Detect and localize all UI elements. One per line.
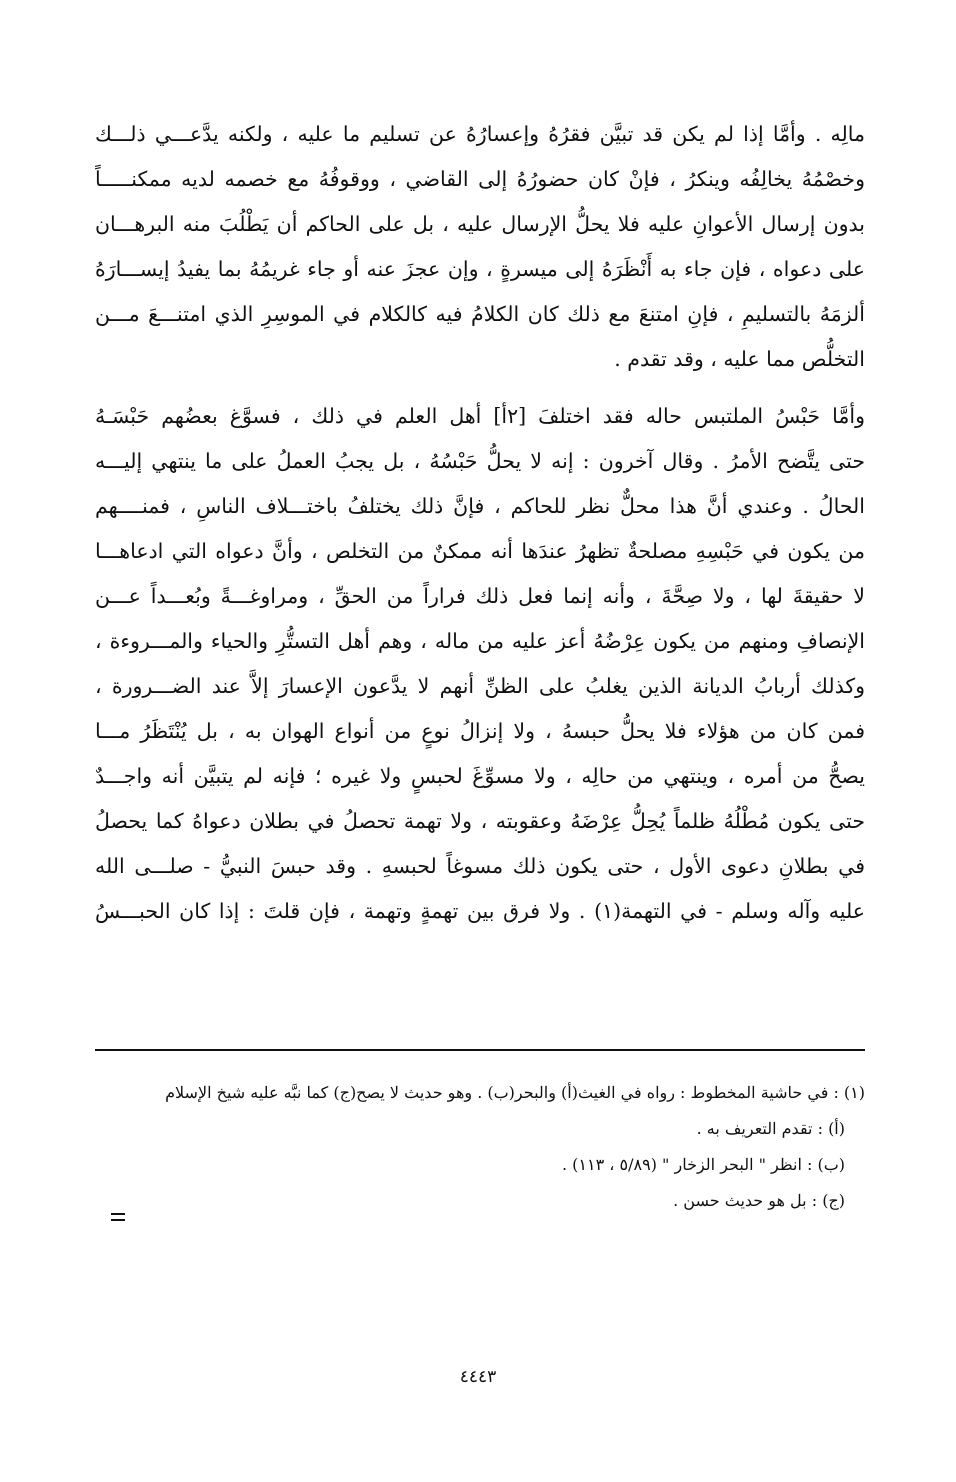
text-line: مالِه . وأمَّا إذا لم يكن قد تبيَّن فقرُهُ وإعسارُهُ عن تسليم ما عليه ، ولكنه يدَّعـــي ذلـــك <box>95 122 865 146</box>
text-line: يصحُّ من أمره ، وينتهي من حالِه ، ولا مسوِّغَ لحبسٍ ولا غيره ؛ فإنه لم يتبيَّن أنه واجـــدٌ <box>95 764 865 788</box>
footnote: (١) : في حاشية المخطوط : رواه في الغيث(أ) والبحر(ب) . وهو حديث لا يصح(ج) كما نبَّه عليه شيخ الإسلام <box>165 1083 865 1102</box>
footnotes <box>95 1075 865 1219</box>
text-line: لا حقيقةَ لها ، ولا صِحَّةَ ، وأنه إنما فعل ذلك فراراً من الحقِّ ، ومراوغـــةً وبُعـــداً عـــن <box>95 584 865 608</box>
footnote-sub: (ج) : بل هو حديث حسن . <box>673 1191 845 1210</box>
text-line: الإنصافِ ومنهم من يكون عِرْضُهُ أعز عليه من ماله ، وهم أهل التستُّرِ والحياء والمـــروءة ، <box>95 629 865 653</box>
text-line: وأمَّا حَبْسُ الملتبس حاله فقد اختلفَ [٢أ] أهل العلم في ذلك ، فسوَّغ بعضُهم حَبْسَـهُ <box>95 404 865 428</box>
text-line: عليه وآله وسلم - في التهمة(١) . ولا فرق بين تهمةٍ وتهمة ، فإن قلتَ : إذا كان الحبـــسُ <box>95 899 865 923</box>
paragraph-gap <box>95 382 865 394</box>
main-text <box>95 112 865 934</box>
end-mark-icon <box>111 1213 125 1221</box>
text-line: حتى يكون مُطْلُهُ ظلماً يُحِلُّ عِرْضَهُ وعقوبته ، ولا تهمة تحصلُ في بطلان دعواهُ كما يحصلُ <box>95 809 865 833</box>
text-line: على دعواه ، فإن جاء به أَنْظَرَهُ إلى ميسرةٍ ، وإن عجزَ عنه أو جاء غريمُهُ بما يفيدُ إيســـارَهُ <box>95 257 865 281</box>
text-line: وكذلك أربابُ الديانة الذين يغلبُ على الظنِّ أنهم لا يدَّعون الإعسارَ إلاَّ عند الضـــرورة ، <box>95 674 865 698</box>
footnote-sub: (ب) : انظر " البحر الزخار " (٥/٨٩ ، ١١٣) . <box>561 1155 845 1174</box>
page-number: ٤٤٤٣ <box>459 1367 497 1387</box>
text-line: فمن كان من هؤلاء فلا يحلُّ حبسهُ ، ولا إنزالُ نوعٍ من أنواع الهوان به ، بل يُنْتَظَرُ مـــا <box>95 719 865 743</box>
paragraph <box>95 112 865 382</box>
text-line: ألزمَهُ بالتسليمِ ، فإنِ امتنعَ مع ذلك كان الكلامُ فيه كالكلام في الموسِرِ الذي امتنـــعَ مـــن <box>95 302 865 326</box>
text-line: التخلُّص مما عليه ، وقد تقدم . <box>614 347 865 371</box>
footnote-separator <box>95 1049 865 1051</box>
paragraph <box>95 394 865 934</box>
text-line: الحالُ . وعندي أنَّ هذا محلٌّ نظر للحاكم ، فإنَّ ذلك يختلفُ باختـــلاف الناسِ ، فمنــــهم <box>95 494 865 518</box>
text-line: وخصْمُهُ يخالِفُه وينكرُ ، فإنْ كان حضورُهُ إلى القاضي ، ووقوفُهُ مع خصمه لديه ممكنـــــاً <box>95 167 865 191</box>
text-line: من يكون في حَبْسِهِ مصلحةٌ تظهرُ عندَها أنه ممكنٌ من التخلص ، وأنَّ دعواه التي ادعاهـــا <box>95 539 865 563</box>
text-line: حتى يتَّضح الأمرُ . وقال آخرون : إنه لا يحلُّ حَبْسُهُ ، بل يجبُ العملُ على ما ينتهي إليـــه <box>95 449 865 473</box>
text-line: في بطلانِ دعوى الأول ، حتى يكون ذلك مسوغاً لحبسهِ . وقد حبسَ النبيُّ - صلـــى الله <box>95 854 865 878</box>
footnote-sub: (أ) : تقدم التعريف به . <box>696 1119 845 1138</box>
text-line: بدون إرسال الأعوانِ عليه فلا يحلُّ الإرسال عليه ، بل على الحاكم أن يَطْلُبَ منه البرهـــان <box>95 212 865 236</box>
